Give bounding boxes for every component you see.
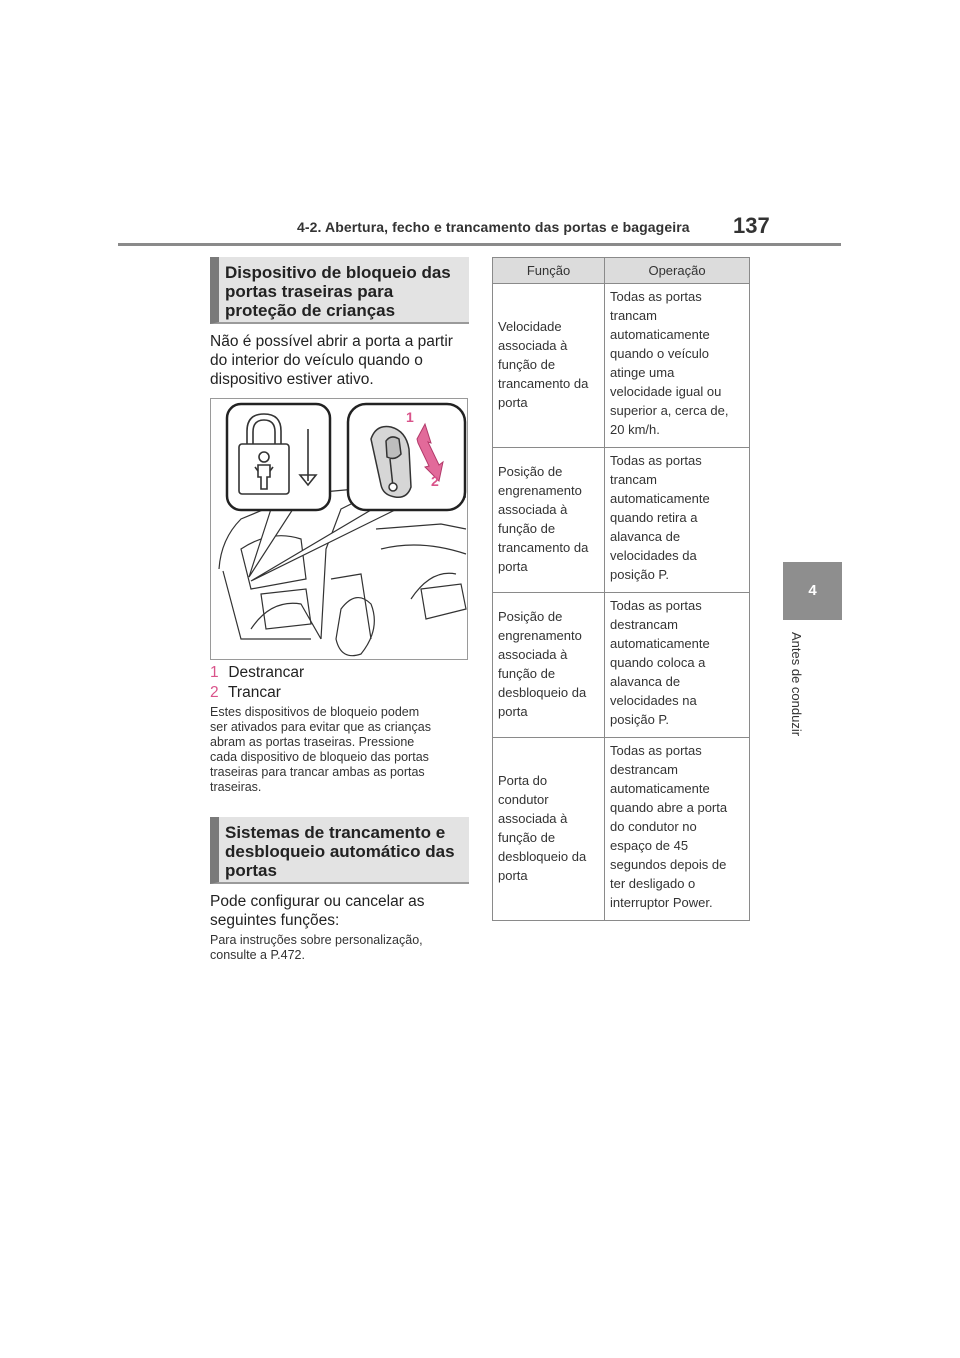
text-line: Estes dispositivos de bloqueio podem bbox=[210, 705, 420, 719]
door-illustration-svg bbox=[211, 399, 468, 660]
table-header-row bbox=[493, 258, 750, 284]
function-table bbox=[492, 257, 750, 921]
cell-line: Posição de bbox=[498, 609, 563, 624]
text-line: seguintes funções: bbox=[210, 912, 340, 929]
function-cell bbox=[493, 738, 605, 921]
column-header-operation: Operação bbox=[605, 258, 750, 284]
cell-line: associada à bbox=[498, 647, 568, 662]
function-cell bbox=[493, 593, 605, 738]
cell-line: velocidades da bbox=[610, 548, 697, 563]
function-cell bbox=[493, 448, 605, 593]
text-line: abram as portas traseiras. Pressione bbox=[210, 735, 415, 749]
cell-line: alavanca de bbox=[610, 529, 681, 544]
heading-line: desbloqueio automático das bbox=[225, 842, 455, 861]
operation-cell bbox=[605, 284, 750, 448]
cell-line: quando abre a porta bbox=[610, 800, 728, 815]
table-row bbox=[493, 593, 750, 738]
cell-line: quando o veículo bbox=[610, 346, 710, 361]
cell-line: velocidade igual ou bbox=[610, 384, 722, 399]
chapter-tab[interactable]: 4 bbox=[783, 562, 842, 620]
section-heading-auto-lock bbox=[210, 817, 469, 884]
column-header-function: Função bbox=[493, 258, 605, 284]
table-row bbox=[493, 448, 750, 593]
legend-text: Trancar bbox=[228, 684, 281, 701]
operation-cell bbox=[605, 738, 750, 921]
text-line: Pode configurar ou cancelar as bbox=[210, 893, 425, 910]
cell-line: posição P. bbox=[610, 712, 670, 727]
figure-label-2: 2 bbox=[431, 473, 439, 489]
cell-line: trancam bbox=[610, 472, 657, 487]
cell-line: destrancam bbox=[610, 617, 678, 632]
cell-line: função de bbox=[498, 830, 556, 845]
cell-line: condutor bbox=[498, 792, 549, 807]
chapter-side-label: Antes de conduzir bbox=[789, 632, 804, 737]
section2-note bbox=[210, 933, 472, 963]
cell-line: posição P. bbox=[610, 567, 670, 582]
section-heading-child-lock bbox=[210, 257, 469, 324]
cell-line: associada à bbox=[498, 502, 568, 517]
figure-label-1: 1 bbox=[406, 409, 414, 425]
section1-note bbox=[210, 705, 472, 795]
cell-line: Velocidade bbox=[498, 319, 562, 334]
cell-line: Todas as portas bbox=[610, 743, 702, 758]
cell-line: velocidades na bbox=[610, 693, 697, 708]
function-cell bbox=[493, 284, 605, 448]
legend-number: 2 bbox=[210, 684, 219, 701]
cell-line: engrenamento bbox=[498, 483, 582, 498]
legend-number: 1 bbox=[210, 664, 219, 681]
cell-line: alavanca de bbox=[610, 674, 681, 689]
cell-line: destrancam bbox=[610, 762, 678, 777]
child-lock-illustration bbox=[210, 398, 468, 660]
operation-cell bbox=[605, 448, 750, 593]
cell-line: espaço de 45 bbox=[610, 838, 689, 853]
cell-line: Porta do bbox=[498, 773, 548, 788]
cell-line: trancamento da bbox=[498, 540, 589, 555]
table-row bbox=[493, 284, 750, 448]
cell-line: Todas as portas bbox=[610, 289, 702, 304]
text-line: dispositivo estiver ativo. bbox=[210, 371, 374, 388]
cell-line: função de bbox=[498, 666, 556, 681]
cell-line: porta bbox=[498, 868, 528, 883]
cell-line: superior a, cerca de, bbox=[610, 403, 729, 418]
cell-line: associada à bbox=[498, 338, 568, 353]
heading-line: Sistemas de trancamento e bbox=[225, 823, 446, 842]
cell-line: função de bbox=[498, 521, 556, 536]
text-line: traseiras para trancar ambas as portas bbox=[210, 765, 425, 779]
text-line: traseiras. bbox=[210, 780, 262, 794]
text-line: Não é possível abrir a porta a partir bbox=[210, 333, 453, 350]
cell-line: quando retira a bbox=[610, 510, 698, 525]
cell-line: porta bbox=[498, 559, 528, 574]
cell-line: ter desligado o bbox=[610, 876, 696, 891]
cell-line: 20 km/h. bbox=[610, 422, 660, 437]
cell-line: porta bbox=[498, 395, 528, 410]
cell-line: porta bbox=[498, 704, 528, 719]
text-line: Para instruções sobre personalização, bbox=[210, 933, 423, 947]
page-number: 137 bbox=[733, 213, 770, 238]
cell-line: trancam bbox=[610, 308, 657, 323]
legend-item bbox=[210, 684, 281, 702]
operation-cell bbox=[605, 593, 750, 738]
cell-line: engrenamento bbox=[498, 628, 582, 643]
cell-line: Todas as portas bbox=[610, 453, 702, 468]
cell-line: associada à bbox=[498, 811, 568, 826]
cell-line: trancamento da bbox=[498, 376, 589, 391]
cell-line: função de bbox=[498, 357, 556, 372]
heading-line: Dispositivo de bloqueio das bbox=[225, 263, 451, 282]
running-header-title: 4-2. Abertura, fecho e trancamento das portas e bagageira bbox=[297, 219, 690, 235]
legend-item bbox=[210, 664, 304, 682]
cell-line: interruptor Power. bbox=[610, 895, 713, 910]
cell-line: desbloqueio da bbox=[498, 849, 587, 864]
cell-line: quando coloca a bbox=[610, 655, 706, 670]
cell-line: automaticamente bbox=[610, 327, 710, 342]
header-divider bbox=[118, 243, 841, 246]
text-line: consulte a P.472. bbox=[210, 948, 305, 962]
cell-line: atinge uma bbox=[610, 365, 675, 380]
section2-intro bbox=[210, 892, 472, 930]
heading-line: proteção de crianças bbox=[225, 301, 396, 320]
cell-line: desbloqueio da bbox=[498, 685, 587, 700]
legend-text: Destrancar bbox=[228, 664, 305, 681]
cell-line: automaticamente bbox=[610, 491, 710, 506]
cell-line: segundos depois de bbox=[610, 857, 727, 872]
text-line: ser ativados para evitar que as crianças bbox=[210, 720, 431, 734]
cell-line: Todas as portas bbox=[610, 598, 702, 613]
heading-line: portas bbox=[225, 861, 277, 880]
cell-line: automaticamente bbox=[610, 636, 710, 651]
text-line: cada dispositivo de bloqueio das portas bbox=[210, 750, 429, 764]
cell-line: automaticamente bbox=[610, 781, 710, 796]
cell-line: Posição de bbox=[498, 464, 563, 479]
section1-intro bbox=[210, 332, 472, 389]
text-line: do interior do veículo quando o bbox=[210, 352, 423, 369]
heading-line: portas traseiras para bbox=[225, 282, 394, 301]
table-row bbox=[493, 738, 750, 921]
cell-line: do condutor no bbox=[610, 819, 697, 834]
